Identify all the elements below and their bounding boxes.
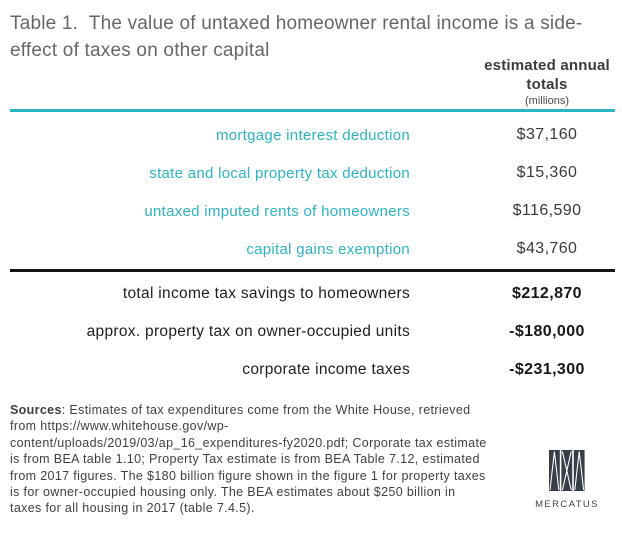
row-label: untaxed imputed rents of homeowners [144,202,410,220]
totals-section [10,272,615,389]
row-label: capital gains exemption [246,240,410,258]
row-label: approx. property tax on owner-occupied units [86,323,410,340]
row-value: $37,160 [516,126,578,143]
column-header-units: (millions) [525,95,569,107]
table-title: Table 1. The value of untaxed homeowner rental income is a side-effect of taxes on other capital [10,13,583,61]
row-label: corporate income taxes [242,361,410,378]
table-row [10,313,615,351]
row-value: $212,870 [512,285,582,302]
row-label: total income tax savings to homeowners [122,285,410,302]
row-label: mortgage interest deduction [215,126,410,144]
sources-note [10,402,488,517]
row-label: state and local property tax deduction [149,164,410,182]
sources-label: Sources [10,403,62,417]
mercatus-m-icon [549,450,585,496]
table-row [10,154,615,192]
row-value: $43,760 [516,240,578,257]
row-value: -$231,300 [509,361,585,378]
sources-text: : Estimates of tax expenditures come from the White House, retrieved from https://www.whitehouse.gov/wp-content/uploads/2019/03/ap_16_expenditures-fy2020.pdf; Corporate tax estimate is from BEA table 1.10; Property Tax estimate is from BEA Table 7.12, estimated from 2017 figures. The $180 billion figure shown in the figure 1 for property taxes is for owner-occupied housing only. The BEA estimates about $250 billion in taxes for all housing in 2017 (table 7.4.5). [10,403,487,516]
value-column-header [479,56,615,107]
row-value: $116,590 [512,202,582,219]
row-value: $15,360 [516,164,578,181]
table-row [10,116,615,154]
column-header-title: estimated annual totals [484,57,610,93]
deductions-section [10,112,615,268]
mercatus-logo-text: MERCATUS [535,499,599,510]
table-row [10,192,615,230]
table-row [10,275,615,313]
row-value: -$180,000 [509,323,585,340]
mercatus-logo [535,450,599,517]
figure-footer [10,402,615,517]
table-row [10,230,615,268]
table-row [10,351,615,389]
